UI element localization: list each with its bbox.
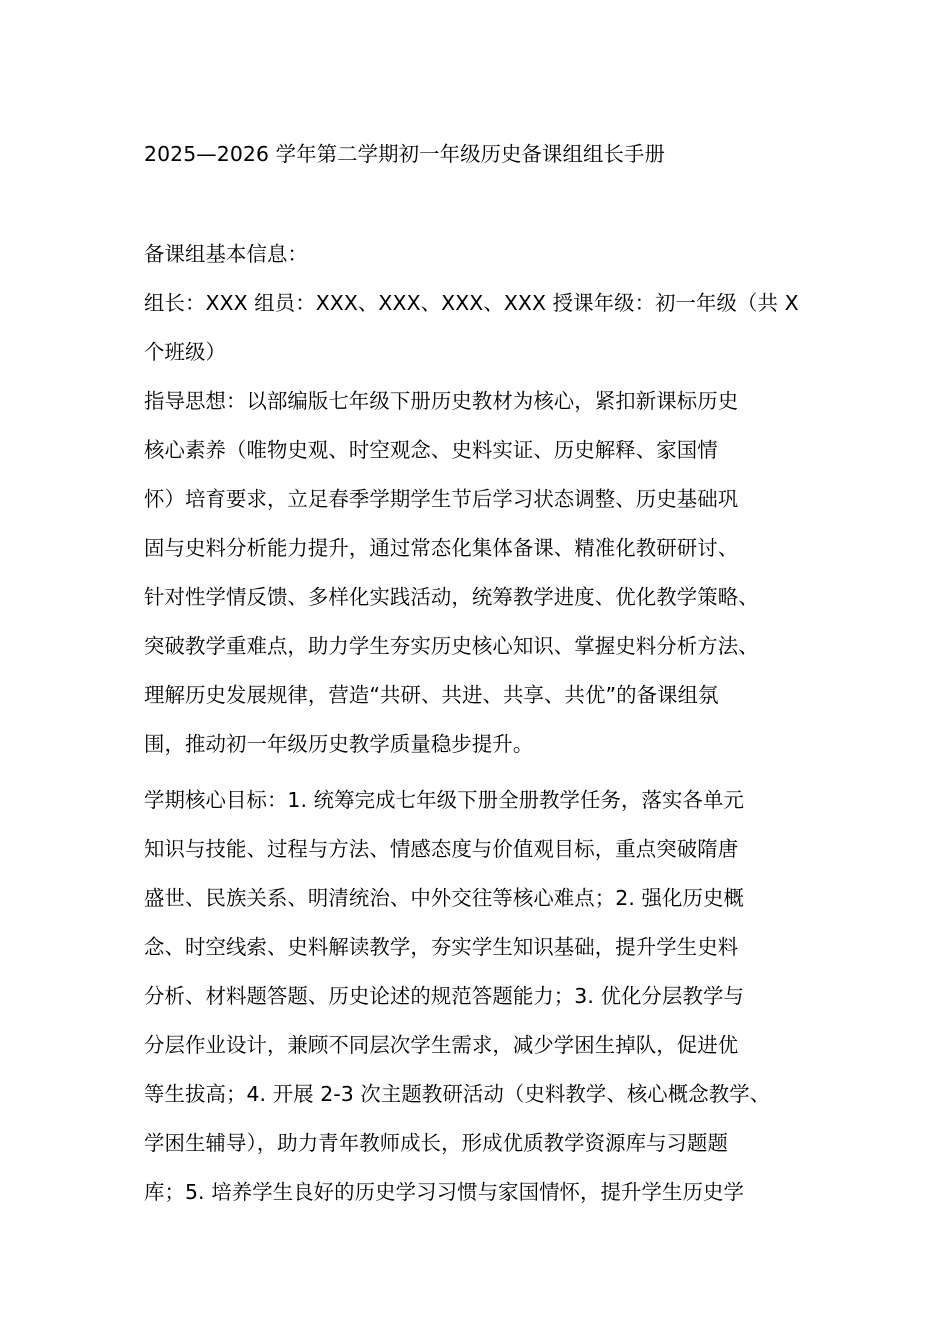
core-goals-line: 念、时空线索、史料解读教学，夯实学生知识基础，提升学生史料 [144, 935, 739, 959]
guiding-thought-line: 针对性学情反馈、多样化实践活动，统筹教学进度、优化教学策略、 [144, 585, 759, 609]
core-goals-line: 等生拔高；4. 开展 2-3 次主题教研活动（史料教学、核心概念教学、 [144, 1082, 771, 1106]
core-goals-line: 分析、材料题答题、历史论述的规范答题能力；3. 优化分层教学与 [144, 984, 744, 1008]
core-goals-line: 分层作业设计，兼顾不同层次学生需求，减少学困生掉队，促进优 [144, 1033, 739, 1057]
core-goals-line: 学困生辅导），助力青年教师成长，形成优质教学资源库与习题题 [144, 1131, 729, 1155]
guiding-thought-line: 围，推动初一年级历史教学质量稳步提升。 [144, 732, 534, 756]
guiding-thought-line: 指导思想：以部编版七年级下册历史教材为核心，紧扣新课标历史 [144, 389, 739, 413]
basic-info-line: 个班级） [144, 340, 226, 364]
guiding-thought-line: 固与史料分析能力提升，通过常态化集体备课、精准化教研研讨、 [144, 536, 739, 560]
core-goals-line: 学期核心目标：1. 统筹完成七年级下册全册教学任务，落实各单元 [144, 788, 744, 812]
basic-info-heading: 备课组基本信息： [144, 242, 308, 266]
core-goals-line: 知识与技能、过程与方法、情感态度与价值观目标，重点突破隋唐 [144, 837, 739, 861]
core-goals-line: 库；5. 培养学生良好的历史学习习惯与家国情怀，提升学生历史学 [144, 1180, 744, 1204]
basic-info-line: 组长：XXX 组员：XXX、XXX、XXX、XXX 授课年级：初一年级（共 X [144, 291, 799, 315]
document-title: 2025—2026 学年第二学期初一年级历史备课组组长手册 [144, 142, 665, 166]
guiding-thought-line: 核心素养（唯物史观、时空观念、史料实证、历史解释、家国情 [144, 438, 718, 462]
core-goals-line: 盛世、民族关系、明清统治、中外交往等核心难点；2. 强化历史概 [144, 886, 744, 910]
guiding-thought-line: 突破教学重难点，助力学生夯实历史核心知识、掌握史料分析方法、 [144, 634, 759, 658]
guiding-thought-line: 理解历史发展规律，营造“共研、共进、共享、共优”的备课组氛 [144, 683, 719, 707]
guiding-thought-line: 怀）培育要求，立足春季学期学生节后学习状态调整、历史基础巩 [144, 487, 739, 511]
